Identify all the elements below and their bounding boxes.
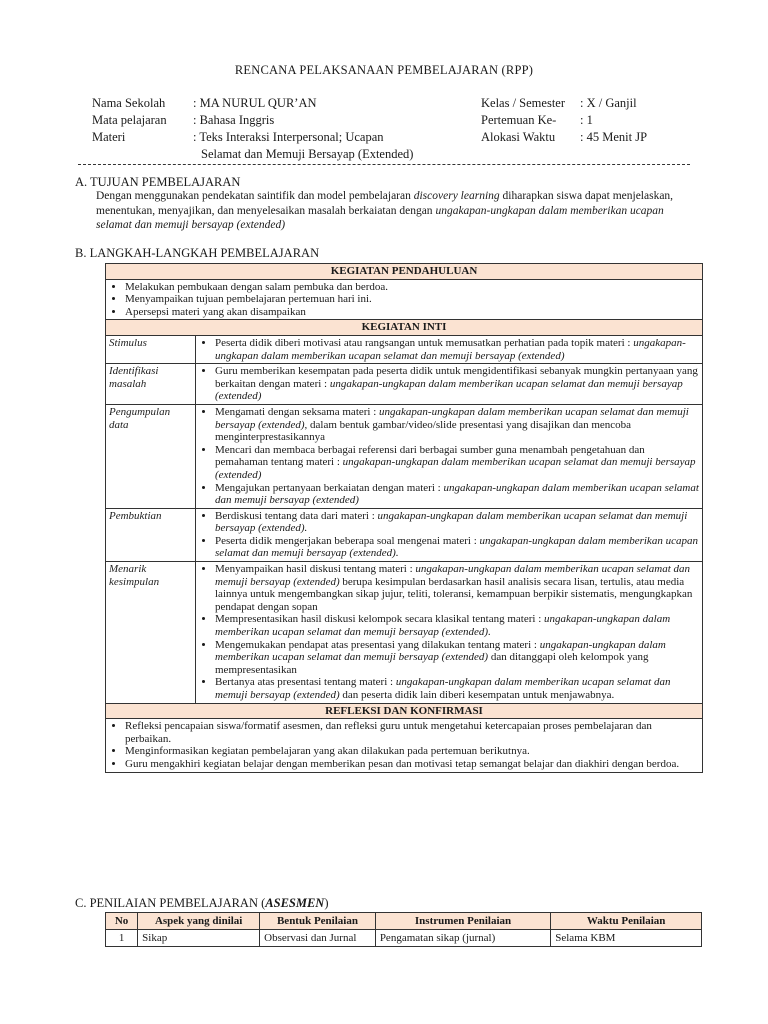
item-text: Mengamati dengan seksama materi : [215, 405, 380, 418]
stage-activities [196, 364, 703, 405]
info-value: Selamat dan Memuji Bersayap (Extended) [201, 147, 414, 161]
list-item [215, 676, 699, 701]
section-a-heading: A. TUJUAN PEMBELAJARAN [75, 175, 241, 189]
stage-label: Identifikasi masalah [106, 364, 196, 405]
table-section-header: KEGIATAN PENDAHULUAN [106, 264, 703, 280]
column-header: Bentuk Penilaian [260, 913, 376, 930]
item-text: Peserta didik diberi motivasi atau rangsangan untuk memusatkan perhatian pada topik materi : [215, 336, 634, 349]
item-text: Bertanya atas presentasi tentang materi : [215, 676, 396, 689]
list-item [215, 613, 699, 638]
info-value: : X / Ganjil [580, 96, 637, 110]
list-item: • Menginformasikan kegiatan pembelajaran yang akan dilakukan pada pertemuan berikutnya. [125, 745, 699, 758]
section-b-heading: B. LANGKAH-LANGKAH PEMBELAJARAN [75, 246, 320, 260]
list-item [215, 535, 699, 560]
item-italic: ungakapan-ungkapan dalam memberikan ucapan selamat dan memuji bersayap (extended) [215, 336, 686, 362]
info-left [92, 95, 413, 163]
list-item [215, 337, 699, 362]
bullet-list [109, 281, 699, 319]
table-cell: Selama KBM [551, 930, 702, 947]
item-text: Berdiskusi tentang data dari materi : [215, 509, 378, 522]
table-cell [106, 279, 703, 320]
column-header: No [106, 913, 138, 930]
info-row [481, 95, 647, 112]
table-row [106, 404, 703, 508]
table-section-header: KEGIATAN INTI [106, 320, 703, 336]
table-row [106, 264, 703, 280]
table-row [106, 508, 703, 561]
list-item: • Refleksi pencapaian siswa/formatif asesmen, dan refleksi guru untuk mengetahui ketercapaian proses pembelajaran dan perbaikan. [125, 720, 699, 745]
stage-activities [196, 508, 703, 561]
stage-label: Pembuktian [106, 508, 196, 561]
info-label: Nama Sekolah [92, 96, 166, 110]
assessment-table [105, 912, 702, 947]
item-italic: ungakapan-ungkapan dalam memberikan ucapan selamat dan memuji bersayap (extended). [215, 534, 698, 560]
bullet-list [199, 337, 699, 362]
item-text: dan peserta didik lain diberi kesempatan untuk menjawabnya. [339, 689, 615, 701]
bullet-list [199, 406, 699, 507]
info-label: Kelas / Semester [481, 96, 566, 110]
list-item: • Guru mengakhiri kegiatan belajar dengan memberikan pesan dan motivasi tetap semangat belajar dan diakhiri dengan berdoa. [125, 758, 699, 771]
document-title: RENCANA PELAKSANAAN PEMBELAJARAN (RPP) [234, 63, 534, 77]
item-italic: ungakapan-ungkapan dalam memberikan ucapan selamat dan memuji bersayap (extended) [215, 676, 671, 701]
table-cell: Pengamatan sikap (jurnal) [375, 930, 550, 947]
info-label [92, 146, 193, 163]
stage-activities [196, 404, 703, 508]
info-row [92, 129, 413, 146]
table-cell: Sikap [138, 930, 260, 947]
column-header: Waktu Penilaian [551, 913, 702, 930]
list-item: • Menyampaikan tujuan pembelajaran pertemuan hari ini. [125, 293, 699, 306]
item-text: Mengemukakan pendapat atas presentasi yang dilakukan tentang materi : [215, 638, 540, 651]
item-italic: ungakapan-ungkapan dalam memberikan ucapan selamat dan memuji bersayap (extended) [215, 638, 666, 664]
item-text: dan ditanggapi oleh kelompok yang mempresentasikan [215, 651, 649, 676]
item-italic: ungakapan-ungkapan dalam memberikan ucapan selamat dan memuji bersayap (extended) [215, 481, 699, 507]
info-label: Alokasi Waktu [481, 130, 556, 144]
info-right [481, 95, 647, 146]
info-row [481, 129, 647, 146]
item-text: Mempresentasikan hasil diskusi kelompok secara klasikal tentang materi : [215, 613, 544, 626]
stage-label: Stimulus [106, 335, 196, 363]
table-row [106, 320, 703, 336]
item-italic: ungakapan-ungkapan dalam memberikan ucapan selamat dan memuji bersayap (extended). [215, 613, 671, 639]
heading-text: ) [324, 896, 329, 910]
list-item: • Apersepsi materi yang akan disampaikan [125, 306, 699, 319]
stage-label: Pengumpulan data [106, 404, 196, 508]
table-section-header: REFLEKSI DAN KONFIRMASI [106, 703, 703, 719]
info-value: : MA NURUL QUR’AN [193, 96, 317, 110]
list-item [215, 444, 699, 482]
bullet-list [109, 720, 699, 770]
table-row [106, 719, 703, 772]
table-row [106, 930, 702, 947]
learning-steps-table [105, 263, 703, 773]
table-row [106, 562, 703, 704]
table-row [106, 364, 703, 405]
info-row [481, 112, 647, 129]
item-italic: ungakapan-ungkapan dalam memberikan ucapan selamat dan memuji bersayap (extended). [215, 509, 688, 535]
item-text: Menyampaikan hasil diskusi tentang materi : [215, 563, 416, 576]
table-cell [106, 719, 703, 772]
item-text: Guru memberikan kesempatan pada peserta didik untuk mengidentifikasi sebanyak mungkin pertanyaan yang berkaitan dengan materi : [215, 365, 698, 390]
table-row [106, 703, 703, 719]
list-item [215, 510, 699, 535]
info-label: Materi [92, 130, 126, 144]
table-row [106, 279, 703, 320]
para-text: Dengan menggunakan pendekatan saintifik dan model pembelajaran [96, 190, 414, 202]
stage-activities [196, 562, 703, 704]
list-item: • Melakukan pembukaan dengan salam pembuka dan berdoa. [125, 281, 699, 294]
info-label: Mata pelajaran [92, 113, 167, 127]
info-value: : 45 Menit JP [580, 130, 648, 144]
stage-label: Menarik kesimpulan [106, 562, 196, 704]
item-text: berupa kesimpulan berdasarkan hasil analisis secara lisan, tertulis, atau media lainnya untuk mengembangkan sikap jujur, teliti, toleransi, kemampuan berpikir sistematis, mengungkapkan pendapat dengan sopan [215, 575, 693, 613]
item-text: Mengajukan pertanyaan berkaiatan dengan materi : [215, 481, 444, 494]
item-italic: ungakapan-ungkapan dalam memberikan ucapan selamat dan memuji bersayap (extended) [215, 456, 696, 481]
para-italic: ungakapan-ungkapan dalam memberikan ucapan selamat dan memuji bersayap (extended) [96, 204, 664, 231]
para-italic: discovery learning [413, 190, 500, 202]
info-value: : Bahasa Inggris [193, 113, 275, 127]
bullet-list [199, 563, 699, 702]
info-label: Pertemuan Ke- [481, 113, 557, 127]
table-cell: 1 [106, 930, 138, 947]
column-header: Aspek yang dinilai [138, 913, 260, 930]
info-row [92, 146, 413, 163]
list-item [215, 639, 699, 677]
item-italic: ungakapan-ungkapan dalam memberikan ucapan selamat dan memuji bersayap (extended) [215, 405, 689, 431]
item-italic: ungakapan-ungkapan dalam memberikan ucapan selamat dan memuji bersayap (extended) [215, 563, 691, 588]
heading-text: C. PENILAIAN PEMBELAJARAN ( [75, 896, 266, 910]
info-row [92, 95, 413, 112]
item-italic: ungakapan-ungkapan dalam memberikan ucapan selamat dan memuji bersayap (extended) [215, 377, 683, 403]
list-item [215, 365, 699, 403]
item-text: , dalam bentuk gambar/video/slide presentasi yang disajikan dan mencoba menginterprestasikannya [215, 418, 632, 444]
table-row [106, 335, 703, 363]
list-item [215, 406, 699, 444]
list-item [215, 563, 699, 613]
item-text: Mencari dan membaca berbagai referensi dari berbagai sumber guna menambah pengetahuan dan pemahaman tentang materi : [215, 443, 645, 469]
info-value: : Teks Interaksi Interpersonal; Ucapan [193, 130, 384, 144]
para-text: diharapkan siswa dapat menjelaskan, menentukan, menyajikan, dan menyelesaikan masalah berkaiatan dengan [96, 190, 674, 217]
info-row [92, 112, 413, 129]
section-a-paragraph [96, 189, 686, 233]
list-item [215, 482, 699, 507]
heading-italic: ASESMEN [265, 896, 325, 910]
column-header: Instrumen Penilaian [375, 913, 550, 930]
section-c-heading [75, 896, 329, 911]
bullet-list [199, 510, 699, 560]
stage-activities [196, 335, 703, 363]
bullet-list [199, 365, 699, 403]
item-text: Peserta didik mengerjakan beberapa soal mengenai materi : [215, 534, 480, 547]
table-cell: Observasi dan Jurnal [260, 930, 376, 947]
divider [78, 164, 690, 165]
info-value: : 1 [580, 113, 593, 127]
